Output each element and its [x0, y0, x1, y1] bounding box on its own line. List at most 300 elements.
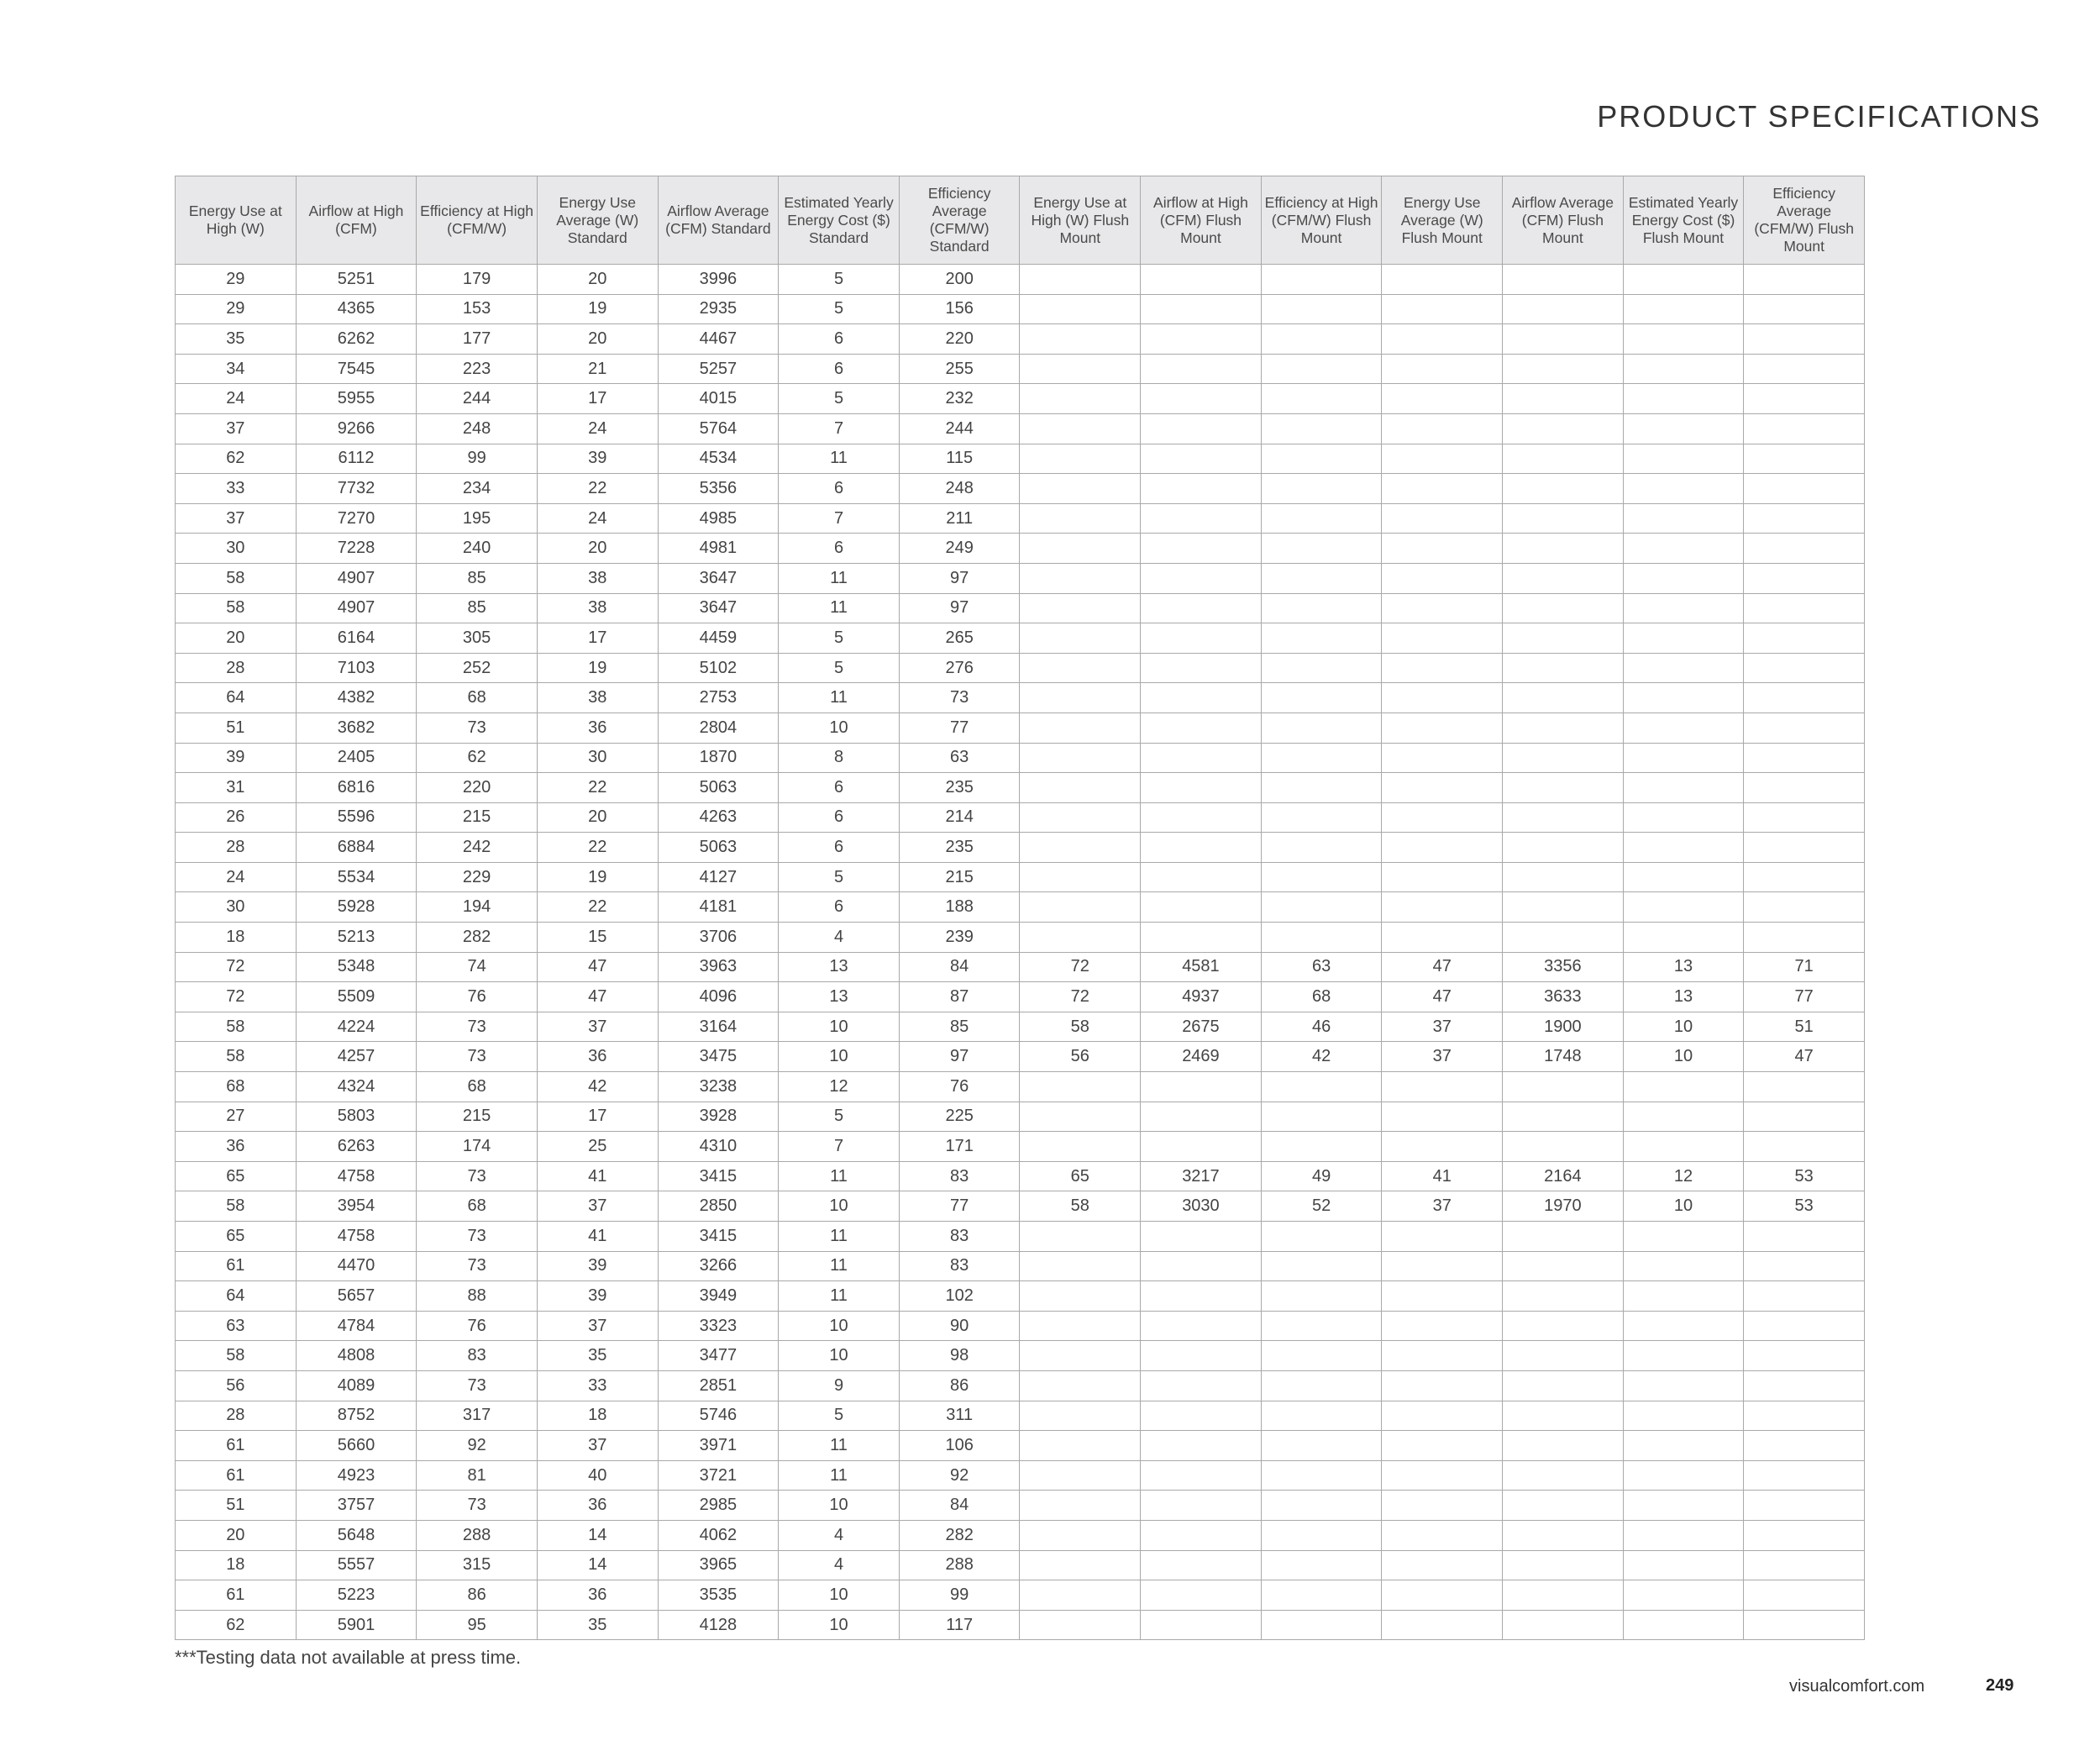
page-number: 249	[1986, 1676, 2014, 1695]
table-cell: 4923	[296, 1460, 417, 1491]
table-cell	[1261, 534, 1382, 564]
table-cell	[1141, 1132, 1262, 1162]
table-cell: 7103	[296, 653, 417, 683]
table-cell: 10	[779, 1311, 900, 1341]
table-cell: 19	[537, 294, 658, 324]
table-cell	[1020, 862, 1141, 892]
table-cell	[1020, 1251, 1141, 1281]
table-cell	[1744, 324, 1865, 355]
table-cell: 14	[537, 1520, 658, 1550]
table-cell	[1261, 1431, 1382, 1461]
table-cell: 30	[537, 743, 658, 773]
table-cell	[1382, 593, 1503, 623]
table-cell	[1261, 773, 1382, 803]
table-cell	[1261, 1491, 1382, 1521]
table-cell: 39	[537, 1251, 658, 1281]
table-cell: 56	[1020, 1042, 1141, 1072]
table-cell	[1261, 802, 1382, 833]
table-cell: 4784	[296, 1311, 417, 1341]
table-cell: 215	[899, 862, 1020, 892]
table-cell: 73	[417, 1251, 538, 1281]
table-cell: 315	[417, 1550, 538, 1580]
table-cell	[1382, 1102, 1503, 1132]
table-cell	[1020, 1102, 1141, 1132]
table-cell	[1261, 1610, 1382, 1640]
table-cell	[1623, 563, 1744, 593]
table-cell: 282	[417, 923, 538, 953]
table-cell	[1382, 413, 1503, 444]
table-cell	[1744, 563, 1865, 593]
table-row	[176, 1520, 1865, 1550]
table-cell	[1020, 683, 1141, 713]
column-header: Efficiency at High (CFM/W)	[417, 176, 538, 265]
table-cell: 3217	[1141, 1161, 1262, 1191]
table-cell: 83	[417, 1341, 538, 1371]
table-cell: 305	[417, 623, 538, 654]
table-cell	[1382, 1520, 1503, 1550]
table-cell: 3535	[658, 1580, 779, 1611]
table-cell: 4758	[296, 1222, 417, 1252]
table-cell: 5	[779, 653, 900, 683]
table-cell: 3949	[658, 1281, 779, 1312]
table-cell	[1261, 1580, 1382, 1611]
table-cell: 11	[779, 1281, 900, 1312]
table-cell: 99	[899, 1580, 1020, 1611]
table-cell: 58	[176, 1191, 297, 1222]
table-cell: 58	[176, 1012, 297, 1042]
table-cell: 3415	[658, 1161, 779, 1191]
table-cell: 3965	[658, 1550, 779, 1580]
table-cell: 9	[779, 1370, 900, 1401]
table-cell: 5223	[296, 1580, 417, 1611]
table-cell: 229	[417, 862, 538, 892]
table-cell: 36	[176, 1132, 297, 1162]
table-cell: 6262	[296, 324, 417, 355]
table-row	[176, 833, 1865, 863]
table-cell	[1382, 1491, 1503, 1521]
table-cell: 63	[1261, 952, 1382, 982]
table-cell: 68	[417, 1191, 538, 1222]
table-cell	[1020, 324, 1141, 355]
table-cell	[1020, 743, 1141, 773]
table-cell: 37	[537, 1311, 658, 1341]
table-cell	[1141, 563, 1262, 593]
table-cell	[1744, 1132, 1865, 1162]
table-cell	[1020, 384, 1141, 414]
table-cell: 36	[537, 1042, 658, 1072]
table-cell: 5509	[296, 982, 417, 1012]
table-cell	[1141, 923, 1262, 953]
table-cell	[1744, 1370, 1865, 1401]
table-cell: 4089	[296, 1370, 417, 1401]
table-cell: 220	[899, 324, 1020, 355]
table-row	[176, 743, 1865, 773]
table-cell: 97	[899, 1042, 1020, 1072]
table-cell	[1744, 1491, 1865, 1521]
table-cell: 5	[779, 265, 900, 295]
table-cell: 4907	[296, 563, 417, 593]
table-cell	[1503, 444, 1624, 474]
table-cell	[1382, 1281, 1503, 1312]
table-cell: 4467	[658, 324, 779, 355]
table-cell: 37	[1382, 1191, 1503, 1222]
table-cell	[1020, 474, 1141, 504]
table-cell	[1503, 862, 1624, 892]
table-cell	[1744, 1102, 1865, 1132]
table-cell: 72	[176, 952, 297, 982]
table-cell: 5901	[296, 1610, 417, 1640]
table-cell: 6816	[296, 773, 417, 803]
table-header-row	[176, 176, 1865, 265]
table-cell	[1141, 683, 1262, 713]
table-cell	[1503, 563, 1624, 593]
table-cell	[1020, 833, 1141, 863]
table-cell	[1623, 503, 1744, 534]
table-cell: 42	[1261, 1042, 1382, 1072]
table-cell	[1623, 923, 1744, 953]
table-cell: 18	[176, 1550, 297, 1580]
table-cell	[1141, 802, 1262, 833]
table-row	[176, 1042, 1865, 1072]
table-cell: 4985	[658, 503, 779, 534]
table-cell	[1503, 1370, 1624, 1401]
table-cell	[1020, 1550, 1141, 1580]
table-cell: 195	[417, 503, 538, 534]
table-cell	[1623, 1491, 1744, 1521]
table-cell: 5955	[296, 384, 417, 414]
table-row	[176, 862, 1865, 892]
table-cell: 3647	[658, 563, 779, 593]
table-cell: 11	[779, 444, 900, 474]
table-cell	[1503, 413, 1624, 444]
table-cell	[1261, 1281, 1382, 1312]
table-cell: 53	[1744, 1161, 1865, 1191]
table-cell: 242	[417, 833, 538, 863]
table-cell	[1382, 534, 1503, 564]
table-cell: 179	[417, 265, 538, 295]
table-cell: 41	[537, 1222, 658, 1252]
table-cell: 5803	[296, 1102, 417, 1132]
table-cell	[1020, 1401, 1141, 1431]
table-cell: 3971	[658, 1431, 779, 1461]
table-row	[176, 1341, 1865, 1371]
table-cell: 223	[417, 354, 538, 384]
table-cell: 41	[1382, 1161, 1503, 1191]
table-cell: 2753	[658, 683, 779, 713]
table-cell: 4181	[658, 892, 779, 923]
table-cell: 11	[779, 563, 900, 593]
table-cell: 102	[899, 1281, 1020, 1312]
table-cell	[1382, 862, 1503, 892]
table-cell	[1503, 534, 1624, 564]
table-cell: 4534	[658, 444, 779, 474]
table-cell: 252	[417, 653, 538, 683]
table-cell: 5356	[658, 474, 779, 504]
table-cell: 106	[899, 1431, 1020, 1461]
table-cell	[1623, 1341, 1744, 1371]
table-cell	[1623, 1431, 1744, 1461]
table-cell	[1382, 1222, 1503, 1252]
table-cell: 90	[899, 1311, 1020, 1341]
table-cell: 3706	[658, 923, 779, 953]
table-cell: 2675	[1141, 1012, 1262, 1042]
website-link[interactable]: visualcomfort.com	[1789, 1677, 1925, 1696]
table-cell	[1503, 833, 1624, 863]
table-cell	[1382, 683, 1503, 713]
table-cell: 68	[417, 1072, 538, 1102]
table-cell: 20	[537, 802, 658, 833]
table-cell: 11	[779, 683, 900, 713]
table-cell: 220	[417, 773, 538, 803]
table-cell: 47	[1382, 952, 1503, 982]
table-cell	[1382, 1431, 1503, 1461]
table-row	[176, 802, 1865, 833]
table-cell: 63	[176, 1311, 297, 1341]
table-cell: 3477	[658, 1341, 779, 1371]
table-cell	[1382, 712, 1503, 743]
table-cell	[1382, 265, 1503, 295]
column-header: Efficiency Average (CFM/W) Flush Mount	[1744, 176, 1865, 265]
table-cell: 255	[899, 354, 1020, 384]
table-cell	[1503, 1311, 1624, 1341]
table-cell	[1503, 802, 1624, 833]
table-cell	[1382, 384, 1503, 414]
table-cell	[1141, 1431, 1262, 1461]
table-row	[176, 892, 1865, 923]
table-cell: 3721	[658, 1460, 779, 1491]
table-cell: 5	[779, 294, 900, 324]
table-cell: 5102	[658, 653, 779, 683]
table-cell: 27	[176, 1102, 297, 1132]
table-cell: 85	[899, 1012, 1020, 1042]
table-cell	[1382, 503, 1503, 534]
table-cell: 2851	[658, 1370, 779, 1401]
table-cell: 1970	[1503, 1191, 1624, 1222]
table-cell: 83	[899, 1161, 1020, 1191]
table-cell: 56	[176, 1370, 297, 1401]
table-cell: 3757	[296, 1491, 417, 1521]
table-cell	[1744, 743, 1865, 773]
table-cell: 11	[779, 1251, 900, 1281]
table-cell: 18	[537, 1401, 658, 1431]
table-cell	[1020, 1580, 1141, 1611]
table-cell	[1623, 1460, 1744, 1491]
table-cell: 2405	[296, 743, 417, 773]
table-cell: 10	[779, 1042, 900, 1072]
table-cell	[1382, 354, 1503, 384]
table-cell: 58	[1020, 1191, 1141, 1222]
table-cell	[1261, 862, 1382, 892]
table-cell: 235	[899, 773, 1020, 803]
table-cell: 35	[537, 1610, 658, 1640]
table-cell	[1623, 1072, 1744, 1102]
table-cell: 37	[1382, 1042, 1503, 1072]
table-cell: 35	[176, 324, 297, 355]
table-cell: 62	[176, 1610, 297, 1640]
table-cell	[1020, 1460, 1141, 1491]
column-header: Energy Use at High (W)	[176, 176, 297, 265]
table-cell: 5657	[296, 1281, 417, 1312]
table-cell: 4937	[1141, 982, 1262, 1012]
table-row	[176, 1580, 1865, 1611]
table-cell	[1261, 354, 1382, 384]
table-row	[176, 503, 1865, 534]
table-cell	[1141, 1610, 1262, 1640]
table-cell: 2850	[658, 1191, 779, 1222]
table-cell	[1623, 712, 1744, 743]
table-cell	[1503, 384, 1624, 414]
table-cell: 4062	[658, 1520, 779, 1550]
table-cell: 34	[176, 354, 297, 384]
table-cell: 11	[779, 1460, 900, 1491]
table-cell: 5	[779, 623, 900, 654]
table-cell	[1382, 802, 1503, 833]
table-cell: 5251	[296, 265, 417, 295]
table-cell: 7732	[296, 474, 417, 504]
table-cell	[1382, 1370, 1503, 1401]
table-cell	[1261, 833, 1382, 863]
table-cell: 40	[537, 1460, 658, 1491]
table-cell: 6164	[296, 623, 417, 654]
table-cell	[1020, 653, 1141, 683]
table-cell	[1503, 1550, 1624, 1580]
column-header: Efficiency at High (CFM/W) Flush Mount	[1261, 176, 1382, 265]
table-cell: 73	[899, 683, 1020, 713]
table-row	[176, 324, 1865, 355]
table-cell	[1503, 1401, 1624, 1431]
table-cell: 11	[779, 1431, 900, 1461]
table-cell: 10	[779, 1012, 900, 1042]
table-cell: 6	[779, 773, 900, 803]
table-row	[176, 1132, 1865, 1162]
table-cell	[1744, 474, 1865, 504]
table-cell: 22	[537, 833, 658, 863]
table-cell: 95	[417, 1610, 538, 1640]
table-cell	[1261, 265, 1382, 295]
table-cell	[1503, 1072, 1624, 1102]
table-cell	[1261, 653, 1382, 683]
table-row	[176, 1251, 1865, 1281]
table-cell: 20	[537, 265, 658, 295]
table-cell	[1503, 892, 1624, 923]
table-cell: 39	[537, 444, 658, 474]
table-cell	[1141, 712, 1262, 743]
table-cell	[1261, 1460, 1382, 1491]
table-cell	[1020, 1132, 1141, 1162]
table-cell: 10	[779, 1191, 900, 1222]
table-cell	[1744, 802, 1865, 833]
table-row	[176, 354, 1865, 384]
table-cell	[1020, 1370, 1141, 1401]
table-cell	[1141, 474, 1262, 504]
table-cell: 5557	[296, 1550, 417, 1580]
table-cell	[1141, 1251, 1262, 1281]
table-cell	[1503, 923, 1624, 953]
table-cell	[1744, 534, 1865, 564]
table-cell	[1261, 1370, 1382, 1401]
table-cell	[1261, 923, 1382, 953]
table-cell: 28	[176, 653, 297, 683]
table-cell: 37	[537, 1012, 658, 1042]
table-cell	[1382, 1311, 1503, 1341]
table-cell: 68	[176, 1072, 297, 1102]
table-cell	[1141, 1491, 1262, 1521]
footnote: ***Testing data not available at press time.	[175, 1647, 522, 1668]
table-cell	[1382, 743, 1503, 773]
table-cell: 51	[1744, 1012, 1865, 1042]
table-cell: 58	[176, 1341, 297, 1371]
table-cell	[1744, 413, 1865, 444]
table-cell: 13	[779, 982, 900, 1012]
table-cell: 6	[779, 833, 900, 863]
table-cell: 29	[176, 294, 297, 324]
table-cell	[1503, 503, 1624, 534]
table-cell	[1141, 1520, 1262, 1550]
table-cell: 10	[779, 1341, 900, 1371]
table-cell: 84	[899, 1491, 1020, 1521]
table-cell	[1744, 862, 1865, 892]
table-cell: 24	[176, 384, 297, 414]
table-cell	[1744, 384, 1865, 414]
table-cell	[1020, 1431, 1141, 1461]
table-cell: 4324	[296, 1072, 417, 1102]
table-cell: 6	[779, 474, 900, 504]
table-cell: 265	[899, 623, 1020, 654]
table-cell: 12	[1623, 1161, 1744, 1191]
table-cell	[1141, 1222, 1262, 1252]
table-cell	[1503, 1222, 1624, 1252]
table-cell	[1141, 534, 1262, 564]
table-cell	[1503, 1580, 1624, 1611]
table-cell: 4907	[296, 593, 417, 623]
table-cell: 4128	[658, 1610, 779, 1640]
table-cell: 81	[417, 1460, 538, 1491]
table-cell	[1382, 1460, 1503, 1491]
table-cell: 4	[779, 1550, 900, 1580]
table-cell	[1623, 1222, 1744, 1252]
table-cell: 10	[779, 712, 900, 743]
table-cell: 5063	[658, 833, 779, 863]
table-cell	[1020, 892, 1141, 923]
table-cell: 3954	[296, 1191, 417, 1222]
table-cell: 98	[899, 1341, 1020, 1371]
table-cell: 3323	[658, 1311, 779, 1341]
table-cell	[1623, 743, 1744, 773]
table-row	[176, 683, 1865, 713]
table-cell: 97	[899, 563, 1020, 593]
table-cell: 73	[417, 1042, 538, 1072]
table-row	[176, 413, 1865, 444]
table-cell	[1623, 354, 1744, 384]
table-cell: 92	[899, 1460, 1020, 1491]
table-cell	[1503, 1520, 1624, 1550]
table-cell	[1261, 294, 1382, 324]
table-row	[176, 1610, 1865, 1640]
table-cell: 4459	[658, 623, 779, 654]
table-cell	[1382, 653, 1503, 683]
table-cell: 4127	[658, 862, 779, 892]
table-cell: 99	[417, 444, 538, 474]
table-cell	[1261, 1311, 1382, 1341]
table-cell: 92	[417, 1431, 538, 1461]
table-cell	[1261, 593, 1382, 623]
table-cell	[1141, 384, 1262, 414]
table-cell	[1623, 773, 1744, 803]
table-cell: 6	[779, 892, 900, 923]
table-cell	[1261, 413, 1382, 444]
table-cell	[1141, 833, 1262, 863]
table-cell: 6	[779, 324, 900, 355]
